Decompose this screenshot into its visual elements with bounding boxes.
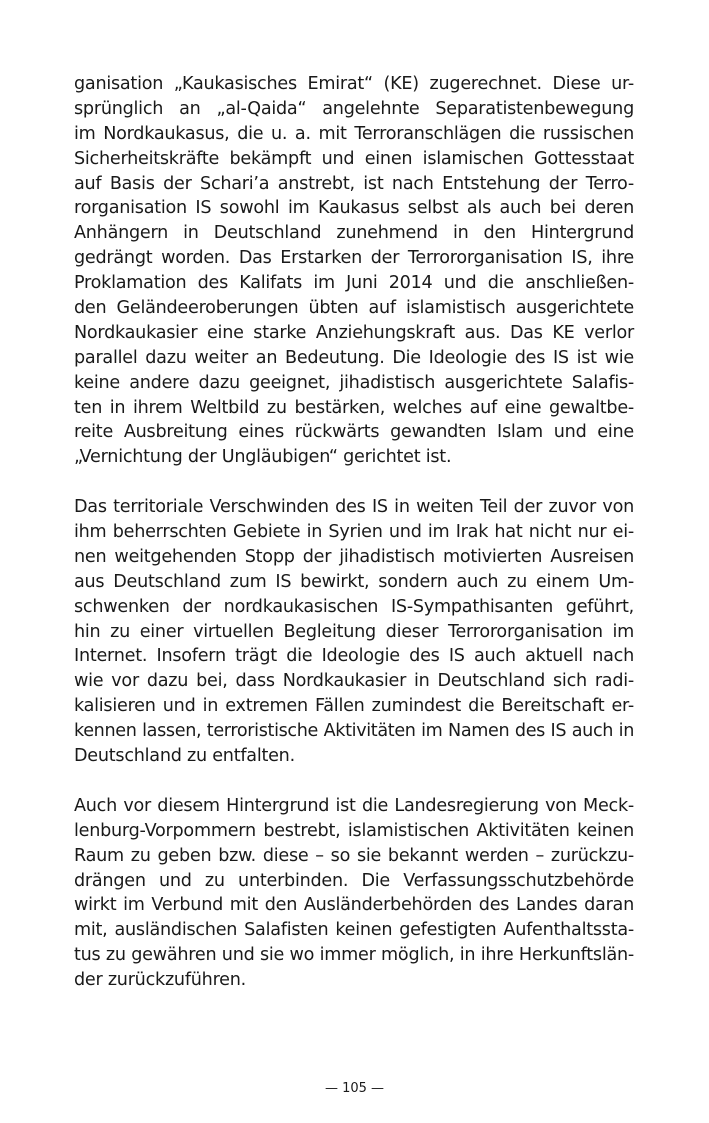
text-line: auf Basis der Schari’a anstrebt, ist nach Entstehung der Terro- — [74, 173, 634, 194]
text-line: wie vor dazu bei, dass Nordkaukasier in Deutschland sich radi- — [74, 671, 634, 692]
text-line: tus zu gewähren und sie wo immer möglich, in ihre Herkunftslän- — [74, 945, 634, 966]
paragraph-3 — [74, 794, 634, 993]
text-line: Anhängern in Deutschland zunehmend in den Hintergrund — [74, 223, 634, 244]
text-line: schwenken der nordkaukasischen IS-Sympathisanten geführt, — [74, 596, 634, 617]
paragraph-spacer — [74, 769, 634, 794]
text-line: keine andere dazu geeignet, jihadistisch ausgerichtete Salafis- — [74, 372, 634, 393]
text-line: Internet. Insofern trägt die Ideologie des IS auch aktuell nach — [74, 646, 634, 667]
text-line: lenburg-Vorpommern bestrebt, islamistischen Aktivitäten keinen — [74, 820, 634, 841]
text-line: kennen lassen, terroristische Aktivitäten im Namen des IS auch in — [74, 721, 634, 742]
text-line: gedrängt worden. Das Erstarken der Terrororganisation IS, ihre — [74, 248, 634, 269]
text-line: Das territoriale Verschwinden des IS in weiten Teil der zuvor von — [74, 497, 634, 518]
text-line: hin zu einer virtuellen Begleitung dieser Terrororganisation im — [74, 621, 634, 642]
text-line: Raum zu geben bzw. diese – so sie bekannt werden – zurückzu- — [74, 845, 634, 866]
text-line: Nordkaukasier eine starke Anziehungskraft aus. Das KE verlor — [74, 322, 634, 343]
text-line: Proklamation des Kalifats im Juni 2014 und die anschließen- — [74, 273, 634, 294]
text-line: ganisation „Kaukasisches Emirat“ (KE) zugerechnet. Diese ur- — [74, 74, 634, 94]
text-line: parallel dazu weiter an Bedeutung. Die Ideologie des IS ist wie — [74, 347, 634, 368]
text-line: im Nordkaukasus, die u. a. mit Terroranschlägen die russischen — [74, 123, 634, 144]
page-number: — 105 — — [324, 1081, 385, 1096]
page-body — [74, 72, 634, 993]
text-line: mit, ausländischen Salafisten keinen gefestigten Aufenthaltssta- — [74, 920, 634, 941]
text-line: wirkt im Verbund mit den Ausländerbehörden des Landes daran — [74, 895, 634, 916]
paragraph-2 — [74, 495, 634, 769]
text-line-last: Deutschland zu entfalten. — [74, 746, 295, 767]
text-line-last: „Vernichtung der Ungläubigen“ gerichtet ist. — [74, 447, 452, 468]
text-line: drängen und zu unterbinden. Die Verfassungsschutzbehörde — [74, 870, 634, 891]
text-line: nen weitgehenden Stopp der jihadistisch motivierten Ausreisen — [74, 546, 634, 567]
text-line: ihm beherrschten Gebiete in Syrien und im Irak hat nicht nur ei- — [74, 522, 634, 543]
text-line: aus Deutschland zum IS bewirkt, sondern auch zu einem Um- — [74, 571, 634, 592]
text-line: Sicherheitskräfte bekämpft und einen islamischen Gottesstaat — [74, 148, 634, 169]
text-line-last: der zurückzuführen. — [74, 970, 246, 991]
text-line: ten in ihrem Weltbild zu bestärken, welches auf eine gewaltbe- — [74, 397, 634, 418]
text-line: Auch vor diesem Hintergrund ist die Landesregierung von Meck- — [74, 795, 634, 816]
text-line: sprünglich an „al-Qaida“ angelehnte Separatistenbewegung — [74, 98, 634, 119]
paragraph-spacer — [74, 470, 634, 495]
text-line: den Geländeeroberungen übten auf islamistisch ausgerichtete — [74, 298, 634, 319]
text-line: rorganisation IS sowohl im Kaukasus selbst als auch bei deren — [74, 198, 634, 219]
text-line: reite Ausbreitung eines rückwärts gewandten Islam und eine — [74, 422, 634, 443]
paragraph-1 — [74, 72, 634, 470]
text-line: kalisieren und in extremen Fällen zumindest die Bereitschaft er- — [74, 696, 634, 717]
